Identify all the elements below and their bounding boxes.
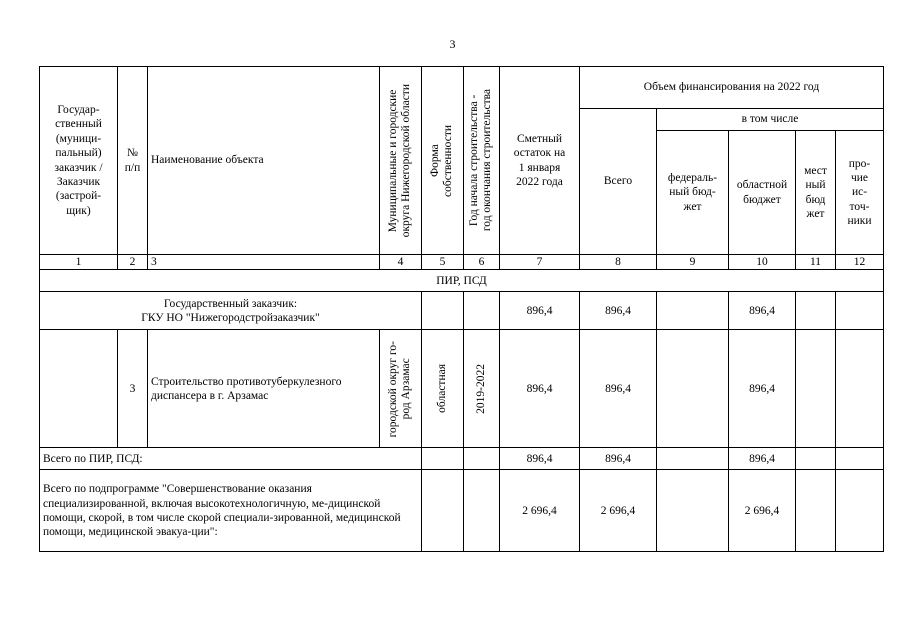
col-number: 6 [464,255,500,270]
col-number: 1 [40,255,118,270]
customer-remaining: 896,4 [500,292,580,330]
financing-table [39,66,884,552]
header-including: в том числе [657,109,884,131]
header-ownership: Форма собственности [422,67,464,255]
cell-empty [836,470,884,552]
cell-empty [657,470,729,552]
cell-empty [796,470,836,552]
col-number: 11 [796,255,836,270]
customer-label: Государственный заказчик: ГКУ НО "Нижегородстройзаказчик" [40,292,422,330]
header-municipality: Муниципальные и городские округа Нижегородской области [380,67,422,255]
cell-empty [796,292,836,330]
header-local: мест ный бюд жет [796,131,836,255]
header-other: про- чие ис- точ- ники [836,131,884,255]
total-pir-remaining: 896,4 [500,448,580,470]
column-number-row [40,255,884,270]
object-municipality: городской округ го- род Арзамас [380,330,422,448]
total-pir-label: Всего по ПИР, ПСД: [40,448,422,470]
cell-empty [836,330,884,448]
cell-empty [422,470,464,552]
cell-empty [796,448,836,470]
header-object-name: Наименование объекта [148,67,380,255]
col-number: 2 [118,255,148,270]
cell-empty [836,292,884,330]
total-pir-total: 896,4 [580,448,657,470]
total-pir-row [40,448,884,470]
customer-total: 896,4 [580,292,657,330]
cell-empty [464,470,500,552]
page-number: 3 [449,37,456,51]
cell-empty [422,448,464,470]
object-row [40,330,884,448]
object-regional: 896,4 [729,330,796,448]
header-regional: областной бюджет [729,131,796,255]
subprogram-remaining: 2 696,4 [500,470,580,552]
customer-row [40,292,884,330]
subprogram-total: 2 696,4 [580,470,657,552]
cell-empty [40,330,118,448]
col-number: 12 [836,255,884,270]
header-total: Всего [580,109,657,255]
col-number: 7 [500,255,580,270]
object-remaining: 896,4 [500,330,580,448]
header-customer: Государ- ственный (муници- пальный) заказчик / Заказчик (застрой- щик) [40,67,118,255]
cell-empty [657,330,729,448]
object-years: 2019-2022 [464,330,500,448]
object-number: 3 [118,330,148,448]
section-title: ПИР, ПСД [40,270,884,292]
total-pir-regional: 896,4 [729,448,796,470]
subprogram-regional: 2 696,4 [729,470,796,552]
header-financing: Объем финансирования на 2022 год [580,67,884,109]
cell-empty [464,448,500,470]
subprogram-row [40,470,884,552]
subprogram-label: Всего по подпрограмме "Совершенствование оказания специализированной, включая высокотехнологичную, ме-дицинской помощи, скорой, в том числе скорой специали-зированной, медицинской помощи, медицинской эвакуа-ции": [40,470,422,552]
col-number: 10 [729,255,796,270]
cell-empty [657,448,729,470]
col-number: 9 [657,255,729,270]
cell-empty [464,292,500,330]
object-ownership: областная [422,330,464,448]
col-number: 5 [422,255,464,270]
cell-empty [657,292,729,330]
header-number: № п/п [118,67,148,255]
header-federal: федераль- ный бюд- жет [657,131,729,255]
header-years: Год начала строительства - год окончания строительства [464,67,500,255]
cell-empty [796,330,836,448]
object-total: 896,4 [580,330,657,448]
cell-empty [836,448,884,470]
col-number: 8 [580,255,657,270]
col-number: 3 [148,255,380,270]
col-number: 4 [380,255,422,270]
object-name: Строительство противотуберкулезного диспансера в г. Арзамас [148,330,380,448]
cell-empty [422,292,464,330]
customer-regional: 896,4 [729,292,796,330]
header-remaining: Сметный остаток на 1 января 2022 года [500,67,580,255]
